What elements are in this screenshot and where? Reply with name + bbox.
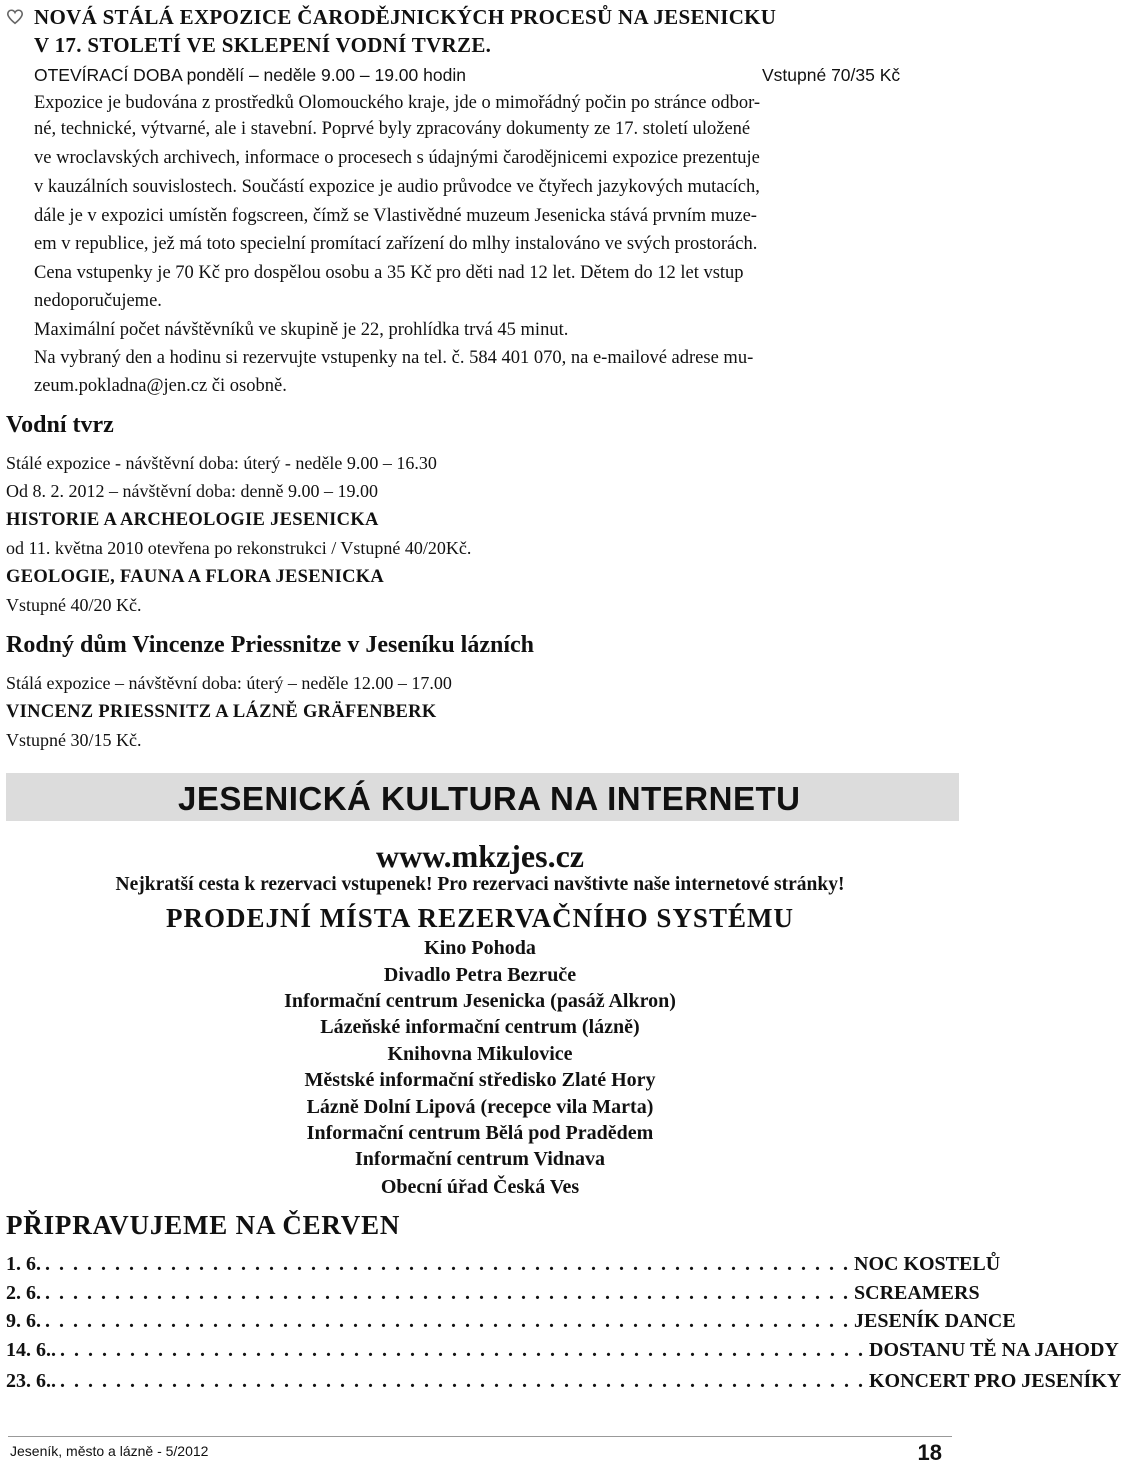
website-link[interactable]: www.mkzjes.cz — [376, 838, 584, 874]
june-title: PŘIPRAVUJEME NA ČERVEN — [6, 1210, 401, 1240]
sales-point: Městské informační středisko Zlaté Hory — [304, 1069, 656, 1091]
leader-dots: . . . . . . . . . . . . . . . . . . . . . . . . . . . . . . . . . . . . . . . . . . . . . . . . . . . . . . . . . . — [45, 1282, 850, 1304]
sales-point: Informační centrum Bělá pod Pradědem — [306, 1122, 654, 1144]
witch-body-line: em v republice, jež má toto specielní promítací zařízení do mlhy instalováno ve svých prostorách. — [34, 234, 758, 254]
witch-body-line: Cena vstupenky je 70 Kč pro dospělou osobu a 35 Kč pro děti nad 12 let. Dětem do 12 let vstup — [34, 263, 744, 283]
witch-title-line2: V 17. STOLETÍ VE SKLEPENÍ VODNÍ TVRZE. — [34, 33, 492, 57]
event-name: DOSTANU TĚ NA JAHODY — [869, 1339, 1119, 1361]
sales-point: Knihovna Mikulovice — [387, 1043, 573, 1065]
event-row — [6, 1370, 1121, 1396]
witch-hours: OTEVÍRACÍ DOBA pondělí – neděle 9.00 – 19.00 hodin — [34, 65, 466, 85]
leader-dots: . . . . . . . . . . . . . . . . . . . . . . . . . . . . . . . . . . . . . . . . . . . . . . . . . . . . . . . . . . — [60, 1339, 865, 1361]
priessnitz-title: Rodný dům Vincenze Priessnitze v Jeseníku lázních — [6, 632, 535, 658]
footer-divider — [8, 1436, 952, 1437]
witch-body-line: nedoporučujeme. — [34, 291, 162, 311]
priessnitz-hours: Stálá expozice – návštěvní doba: úterý – neděle 12.00 – 17.00 — [6, 673, 452, 693]
tvrz-exhibit-1-info: od 11. května 2010 otevřena po rekonstrukci / Vstupné 40/20Kč. — [6, 538, 472, 558]
event-name: SCREAMERS — [854, 1282, 980, 1304]
tvrz-exhibit-1: HISTORIE A ARCHEOLOGIE JESENICKA — [6, 510, 379, 530]
internet-banner-title: JESENICKÁ KULTURA NA INTERNETU — [178, 780, 801, 817]
event-row — [6, 1282, 980, 1308]
reservation-tagline: Nejkratší cesta k rezervaci vstupenek! Pro rezervaci navštivte naše internetové stránky! — [115, 874, 845, 895]
sales-point: Lázeňské informační centrum (lázně) — [320, 1016, 640, 1038]
event-date: 1. 6. — [6, 1253, 41, 1275]
tvrz-exhibit-2-info: Vstupné 40/20 Kč. — [6, 595, 142, 615]
event-date: 23. 6.. — [6, 1370, 56, 1392]
event-name: JESENÍK DANCE — [854, 1310, 1016, 1332]
witch-body-line: dále je v expozici umístěn fogscreen, čímž se Vlastivědné muzeum Jesenicka stává prvním muze- — [34, 206, 757, 226]
witch-body-line: né, technické, výtvarné, ale i stavební. Poprvé byly zpracovány dokumenty ze 17. století uložené — [34, 119, 751, 139]
tvrz-title: Vodní tvrz — [6, 412, 114, 438]
priessnitz-exhibit: VINCENZ PRIESSNITZ A LÁZNĚ GRÄFENBERK — [6, 702, 437, 722]
witch-body-line: Na vybraný den a hodinu si rezervujte vstupenky na tel. č. 584 401 070, na e-mailové adrese mu- — [34, 348, 754, 368]
sales-point: Informační centrum Jesenicka (pasáž Alkron) — [284, 990, 676, 1012]
event-name: NOC KOSTELŮ — [854, 1253, 1001, 1275]
sales-point: Lázně Dolní Lipová (recepce vila Marta) — [306, 1096, 654, 1118]
witch-body-line: v kauzálních souvislostech. Součástí expozice je audio průvodce ve čtyřech jazykových mutacích, — [34, 177, 760, 197]
witch-body-line: zeum.pokladna@jen.cz či osobně. — [34, 376, 287, 396]
priessnitz-exhibit-info: Vstupné 30/15 Kč. — [6, 730, 142, 750]
witch-title-line1: NOVÁ STÁLÁ EXPOZICE ČARODĚJNICKÝCH PROCESŮ NA JESENICKU — [34, 5, 777, 29]
page-number: 18 — [917, 1440, 942, 1465]
sales-point: Informační centrum Vidnava — [355, 1148, 605, 1170]
tvrz-hours-2: Od 8. 2. 2012 – návštěvní doba: denně 9.00 – 19.00 — [6, 481, 378, 501]
tvrz-exhibit-2: GEOLOGIE, FAUNA A FLORA JESENICKA — [6, 567, 385, 587]
sales-point: Kino Pohoda — [424, 937, 536, 959]
event-row — [6, 1339, 1119, 1365]
witch-body-line: Expozice je budována z prostředků Olomouckého kraje, jde o mimořádný počin po stránce odbor- — [34, 93, 761, 113]
heart-icon — [6, 8, 24, 26]
event-date: 2. 6. — [6, 1282, 41, 1304]
witch-body-line: ve wroclavských archivech, informace o procesech s údajnými čarodějnicemi expozice prezentuje — [34, 148, 760, 168]
sales-points-title: PRODEJNÍ MÍSTA REZERVAČNÍHO SYSTÉMU — [166, 903, 794, 933]
leader-dots: . . . . . . . . . . . . . . . . . . . . . . . . . . . . . . . . . . . . . . . . . . . . . . . . . . . . . . . . . . — [45, 1310, 850, 1332]
event-row — [6, 1310, 1016, 1336]
witch-body-line: Maximální počet návštěvníků ve skupině je 22, prohlídka trvá 45 minut. — [34, 320, 569, 340]
leader-dots: . . . . . . . . . . . . . . . . . . . . . . . . . . . . . . . . . . . . . . . . . . . . . . . . . . . . . . . . . . — [45, 1253, 850, 1275]
leader-dots: . . . . . . . . . . . . . . . . . . . . . . . . . . . . . . . . . . . . . . . . . . . . . . . . . . . . . . . . . . — [60, 1370, 865, 1392]
sales-point: Obecní úřad Česká Ves — [380, 1176, 580, 1198]
event-date: 14. 6.. — [6, 1339, 56, 1361]
event-row — [6, 1253, 1001, 1279]
sales-point: Divadlo Petra Bezruče — [383, 964, 577, 986]
tvrz-hours: Stálé expozice - návštěvní doba: úterý - neděle 9.00 – 16.30 — [6, 453, 437, 473]
event-name: KONCERT PRO JESENÍKY — [869, 1370, 1121, 1392]
footer-publication: Jeseník, město a lázně - 5/2012 — [10, 1443, 209, 1459]
event-date: 9. 6. — [6, 1310, 41, 1332]
witch-admission: Vstupné 70/35 Kč — [762, 65, 901, 85]
